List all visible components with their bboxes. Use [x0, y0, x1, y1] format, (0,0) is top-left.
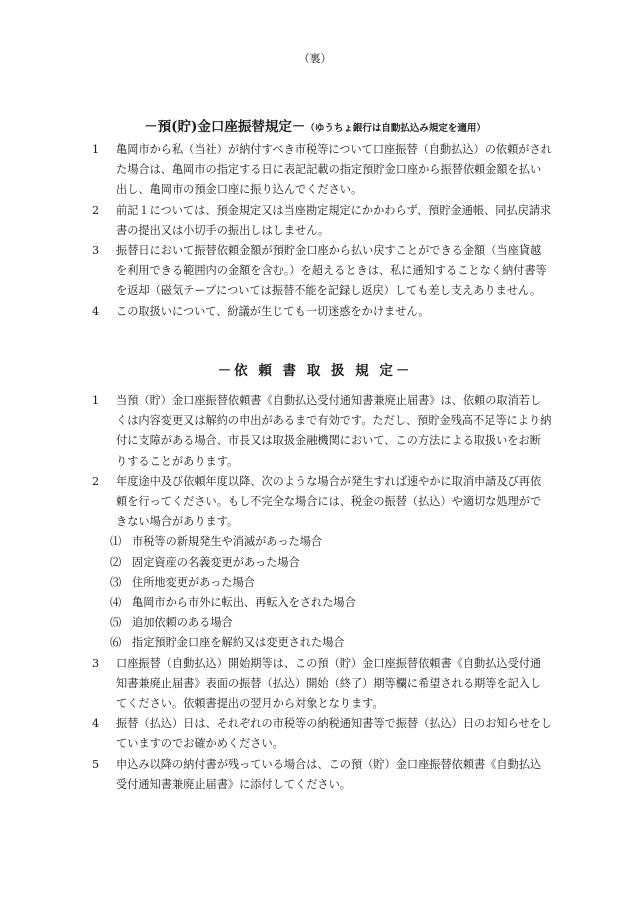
rule-sub-item	[92, 553, 552, 573]
rule-sub-item	[92, 633, 552, 653]
rule-text: 固定資産の名義変更があった場合	[132, 555, 300, 569]
rule-number: 5	[92, 757, 100, 771]
rule-text: 亀岡市から市外に転出、再転入をされた場合	[132, 596, 356, 610]
rule-sub-number: ⑹	[110, 636, 122, 650]
rule-number: 2	[92, 203, 100, 217]
rule-sub-item	[92, 593, 552, 613]
rule-sub-number: ⑶	[110, 575, 122, 589]
request-form-rules-list	[92, 391, 552, 795]
account-transfer-rules-title: －預(貯)金口座振替規定－	[144, 119, 306, 135]
rule-item	[92, 755, 552, 795]
rule-sub-number: ⑴	[110, 535, 122, 549]
rule-sub-number: ⑸	[110, 616, 122, 630]
rule-sub-item	[92, 613, 552, 633]
rule-item	[92, 472, 552, 533]
rule-number: 4	[92, 304, 100, 318]
rule-text: 年度途中及び依頼年度以降、次のような場合が発生すれば速やかに取消申請及び再依頼を行ってください。もし不完全な場合には、税金の振替（払込）や適切な処理ができない場合があります。	[116, 474, 542, 529]
rule-sub-number: ⑵	[110, 555, 122, 569]
rule-text: 市税等の新規発生や消滅があった場合	[132, 535, 323, 549]
rule-text: 指定預貯金口座を解約又は変更された場合	[132, 636, 345, 650]
account-transfer-rules-heading	[0, 115, 630, 135]
rule-item	[92, 391, 552, 472]
rule-number: 2	[92, 474, 100, 488]
rule-number: 1	[92, 394, 100, 407]
rule-item	[92, 302, 552, 322]
rule-number: 3	[92, 244, 100, 258]
rule-text: この取扱いについて、紛議が生じても一切迷惑をかけません。	[116, 304, 430, 318]
rule-item	[92, 714, 552, 754]
rule-item	[92, 201, 552, 241]
rule-text: 追加依頼のある場合	[132, 616, 233, 630]
rule-item	[92, 140, 552, 201]
request-form-rules-title: －依 頼 書 取 扱 規 定－	[217, 363, 413, 379]
rule-sub-item	[92, 532, 552, 552]
rule-text: 振替（払込）日は、それぞれの市税等の納税通知書等で振替（払込）日のお知らせをしていますのでお確かめください。	[116, 717, 552, 751]
rule-number: 4	[92, 717, 100, 731]
rule-item	[92, 654, 552, 715]
page-side-label: （裏）	[298, 52, 332, 65]
rule-text: 亀岡市から私（当社）が納付すべき市税等について口座振替（自動払込）の依頼がされた場合は、亀岡市の指定する日に表記記載の指定預貯金口座から振替依頼金額を払い出し、亀岡市の預金口座に振り込んでください。	[116, 143, 552, 197]
rule-text: 口座振替（自動払込）開始期等は、この預（貯）金口座振替依頼書《自動払込受付通知書兼廃止届書》表面の振替（払込）開始（終了）期等欄に希望される期等を記入してください。依頼書提出の翌月から対象となります。	[116, 656, 542, 711]
yucho-bank-note: （ゆうちょ銀行は自動払込み規定を適用）	[305, 123, 486, 134]
rule-number: 3	[92, 656, 100, 670]
rule-text: 当預（貯）金口座振替依頼書《自動払込受付通知書兼廃止届書》は、依頼の取消若しくは内容変更又は解約の申出があるまで有効です。ただし、預貯金残高不足等により納付に支障がある場合、市長又は取扱金融機関において、この方法による取扱いをお断りすることがあります。	[116, 394, 552, 468]
account-transfer-rules-list	[92, 140, 552, 322]
rule-text: 前記１については、預金規定又は当座勘定規定にかかわらず、預貯金通帳、同払戻請求書の提出又は小切手の振出しはしません。	[116, 203, 552, 237]
rule-sub-item	[92, 573, 552, 593]
rule-text: 住所地変更があった場合	[132, 575, 255, 589]
rule-text: 申込み以降の納付書が残っている場合は、この預（貯）金口座振替依頼書《自動払込受付通知書兼廃止届書》に添付してください。	[116, 757, 542, 791]
rule-item	[92, 241, 552, 302]
rule-text: 振替日において振替依頼金額が預貯金口座から払い戻すことができる金額（当座貸越を利用できる範囲内の金額を含む。）を超えるときは、私に通知することなく納付書等を返却（磁気テープについては振替不能を記録し返戻）しても差し支えありません。	[116, 244, 547, 298]
rule-sub-number: ⑷	[110, 596, 122, 610]
rule-number: 1	[92, 143, 100, 156]
